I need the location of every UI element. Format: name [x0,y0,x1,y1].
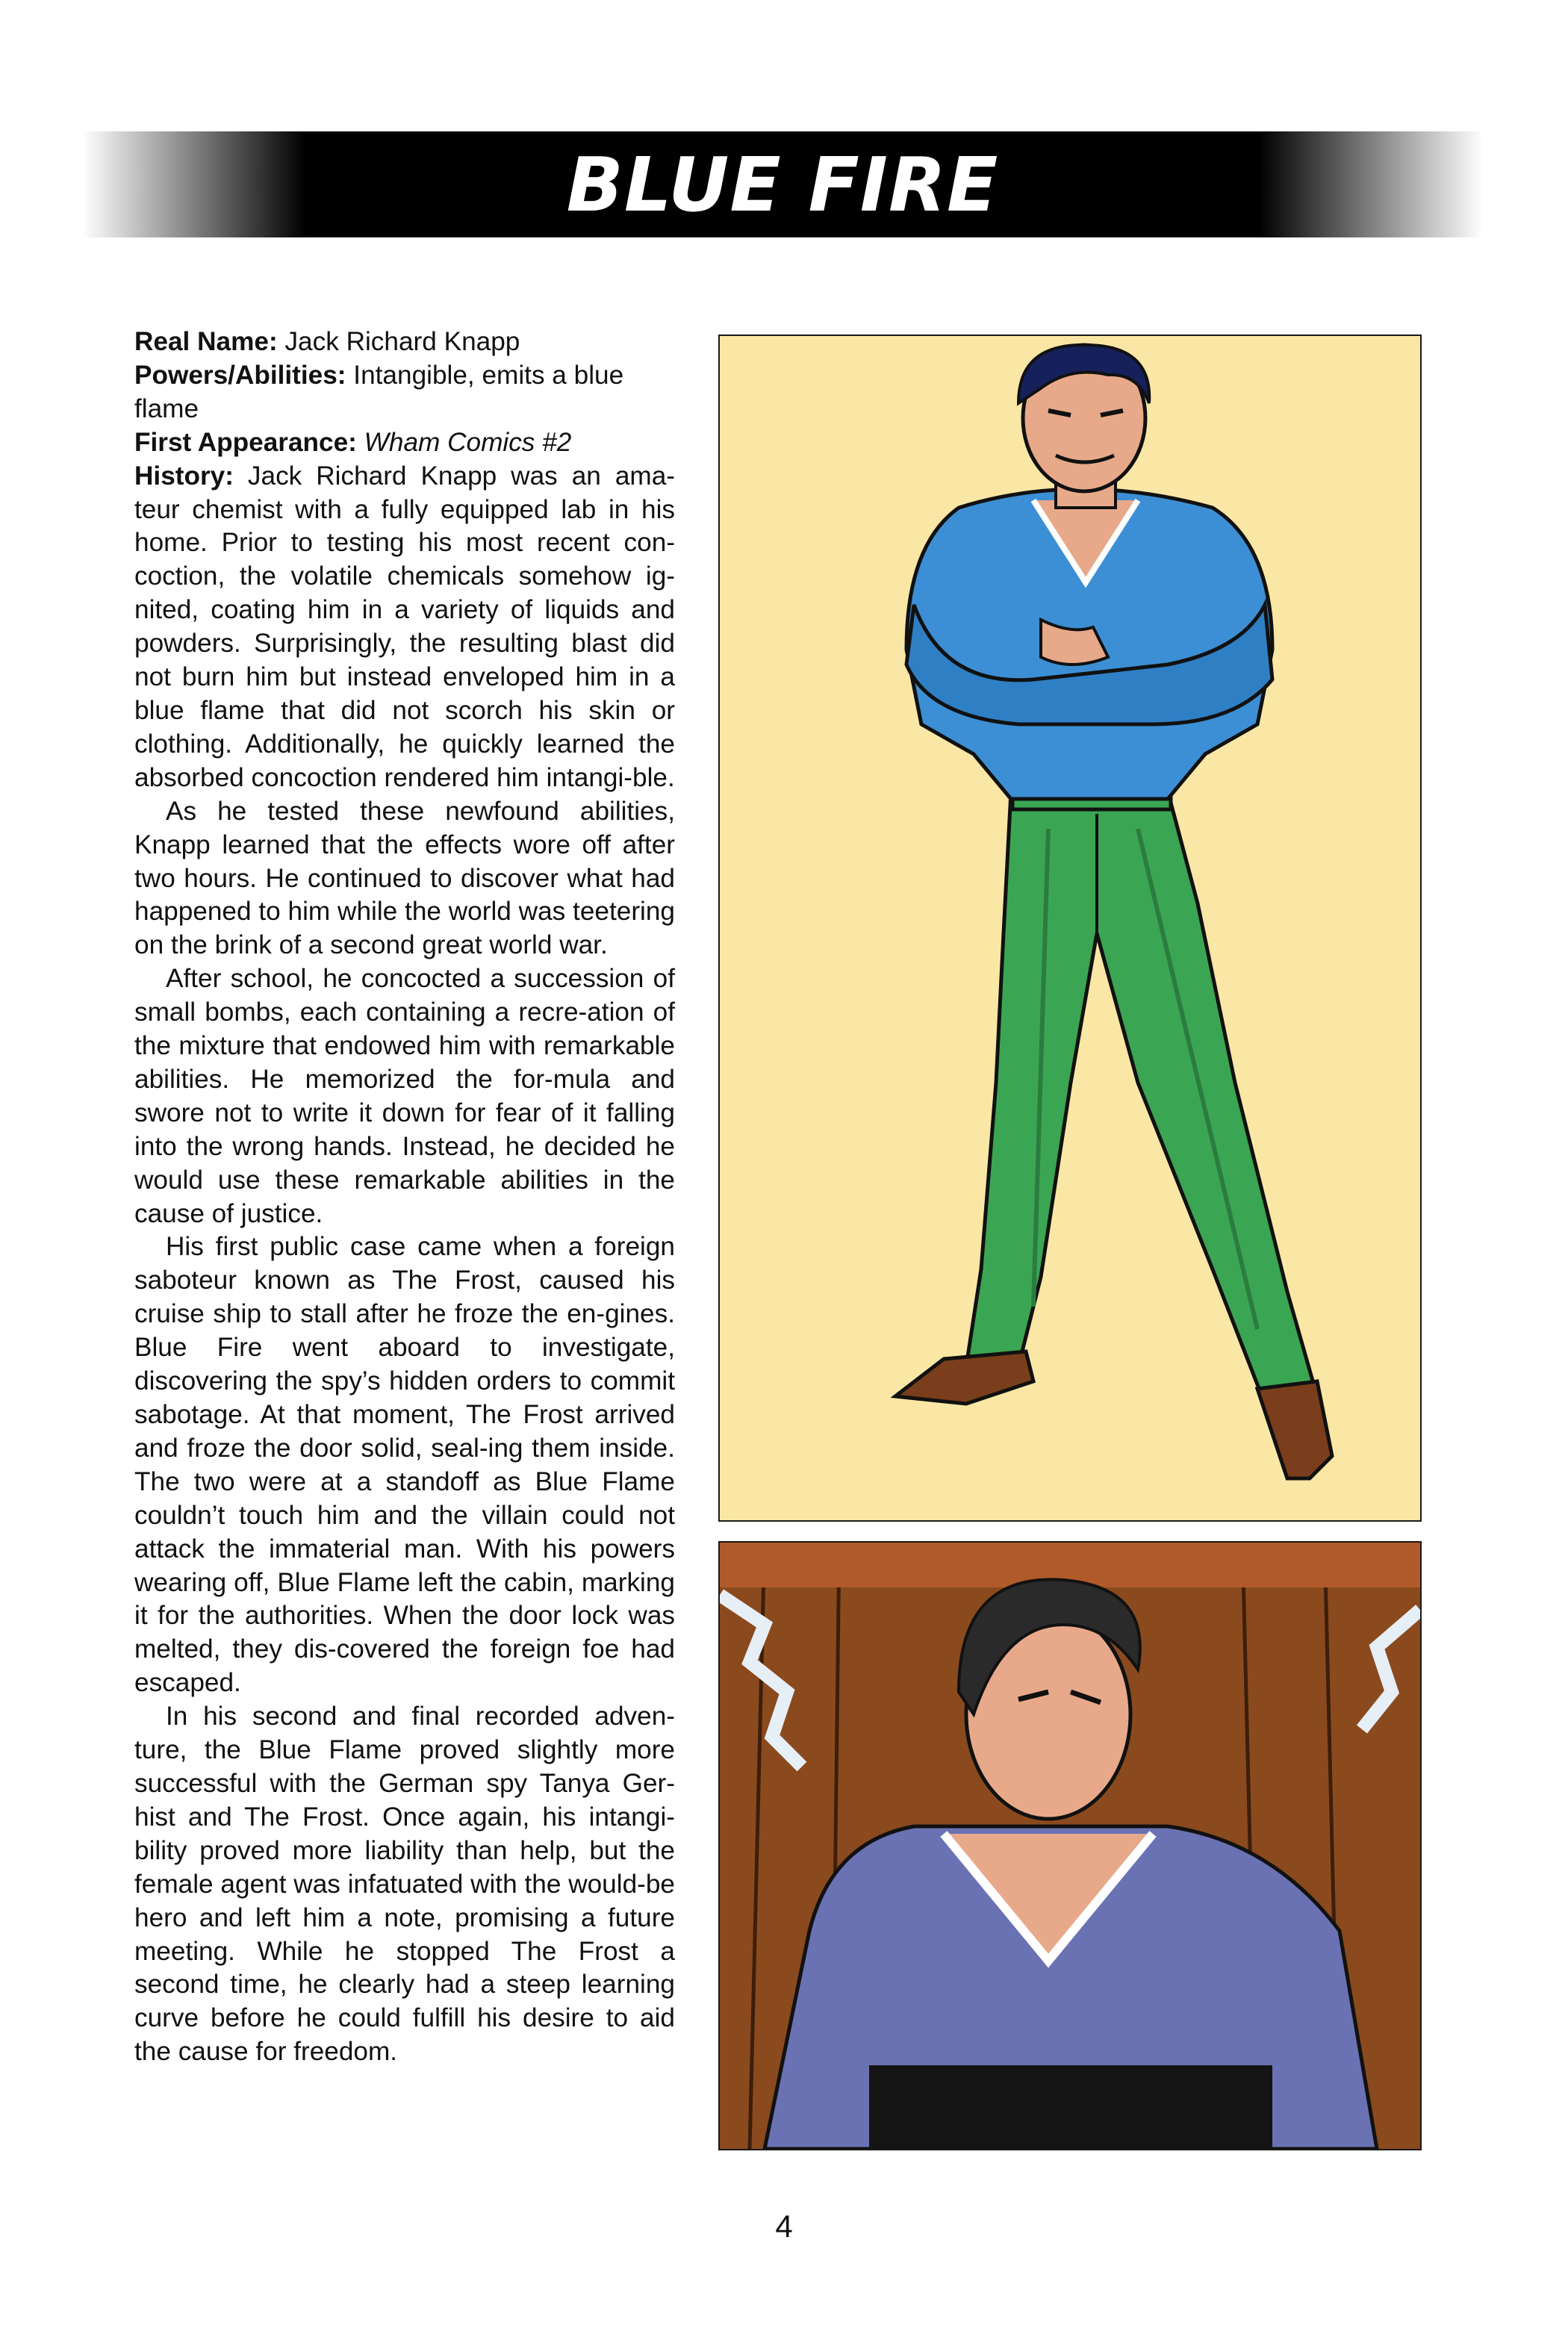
page-title: BLUE FIRE [566,140,999,228]
hero-figure-illustration [720,336,1420,1520]
field-label: History: [134,461,234,491]
field-value: Jack Richard Knapp [277,327,520,356]
paragraph-text: Jack Richard Knapp was an ama-teur chemist with a fully equipped lab in his home. Prior to testing his most recent con-coction, the volatile chemicals somehow ig-nited, coating him in a variety of liquids and powders. Surprisingly, the resulting blast did not burn him but instead enveloped him in a blue flame that did not scorch his skin or clothing. Additionally, he quickly learned the absorbed concoction rendered him intangi-ble. [134,461,675,792]
field-label: First Appearance: [134,427,357,457]
field-real-name [134,326,675,359]
paragraph: In his second and final recorded adven-ture, the Blue Flame proved slightly more successful with the German spy Tanya Ger-hist and The Frost. Once again, his intangi-bility proved more liability than help, but the female agent was infatuated with the would-be hero and left him a note, promising a future meeting. While he stopped The Frost a second time, he clearly had a steep learning curve before he could fulfill his desire to aid the cause for freedom. [134,1702,675,2067]
comic-panel-closeup [718,1541,1422,2150]
right-shoe [1257,1381,1332,1478]
hero-illustration-panel [718,335,1422,1522]
field-label: Powers/Abilities: [134,360,346,390]
field-value: Wham Comics #2 [364,427,572,457]
pants [966,791,1317,1404]
field-powers [134,359,675,426]
comic-panel-illustration [720,1543,1420,2149]
left-shoe [895,1351,1033,1404]
field-value: Intangible, emits a blue flame [134,360,624,423]
title-banner [82,131,1483,237]
paragraph: His first public case came when a foreign saboteur known as The Frost, caused his cruise ship to stall after he froze the en-gines. Blue Fire went aboard to investigate, discovering the spy’s hidden orders to commit sabotage. At that moment, The Frost arrived and froze the door solid, seal-ing them inside. The two were at a standoff as Blue Flame couldn’t touch him and the villain could not attack the immaterial man. With his powers wearing off, Blue Flame left the cabin, marking it for the authorities. When the door lock was melted, they dis-covered the foreign foe had escaped. [134,1232,675,1698]
field-label: Real Name: [134,327,278,356]
paragraph: As he tested these newfound abilities, Knapp learned that the effects wore off after two hours. He continued to discover what had happened to him while the world was teetering on the brink of a second great world war. [134,796,675,960]
history-paragraph [134,460,675,795]
article-text [134,326,675,2069]
page-number: 4 [775,2209,793,2244]
field-first-appearance [134,426,675,460]
paragraph: After school, he concocted a succession of small bombs, each containing a recre-ation of the mixture that endowed him with remarkable abilities. He memorized the for-mula and swore not to write it down for fear of it falling into the wrong hands. Instead, he decided he would use these remarkable abilities in the cause of justice. [134,964,675,1228]
